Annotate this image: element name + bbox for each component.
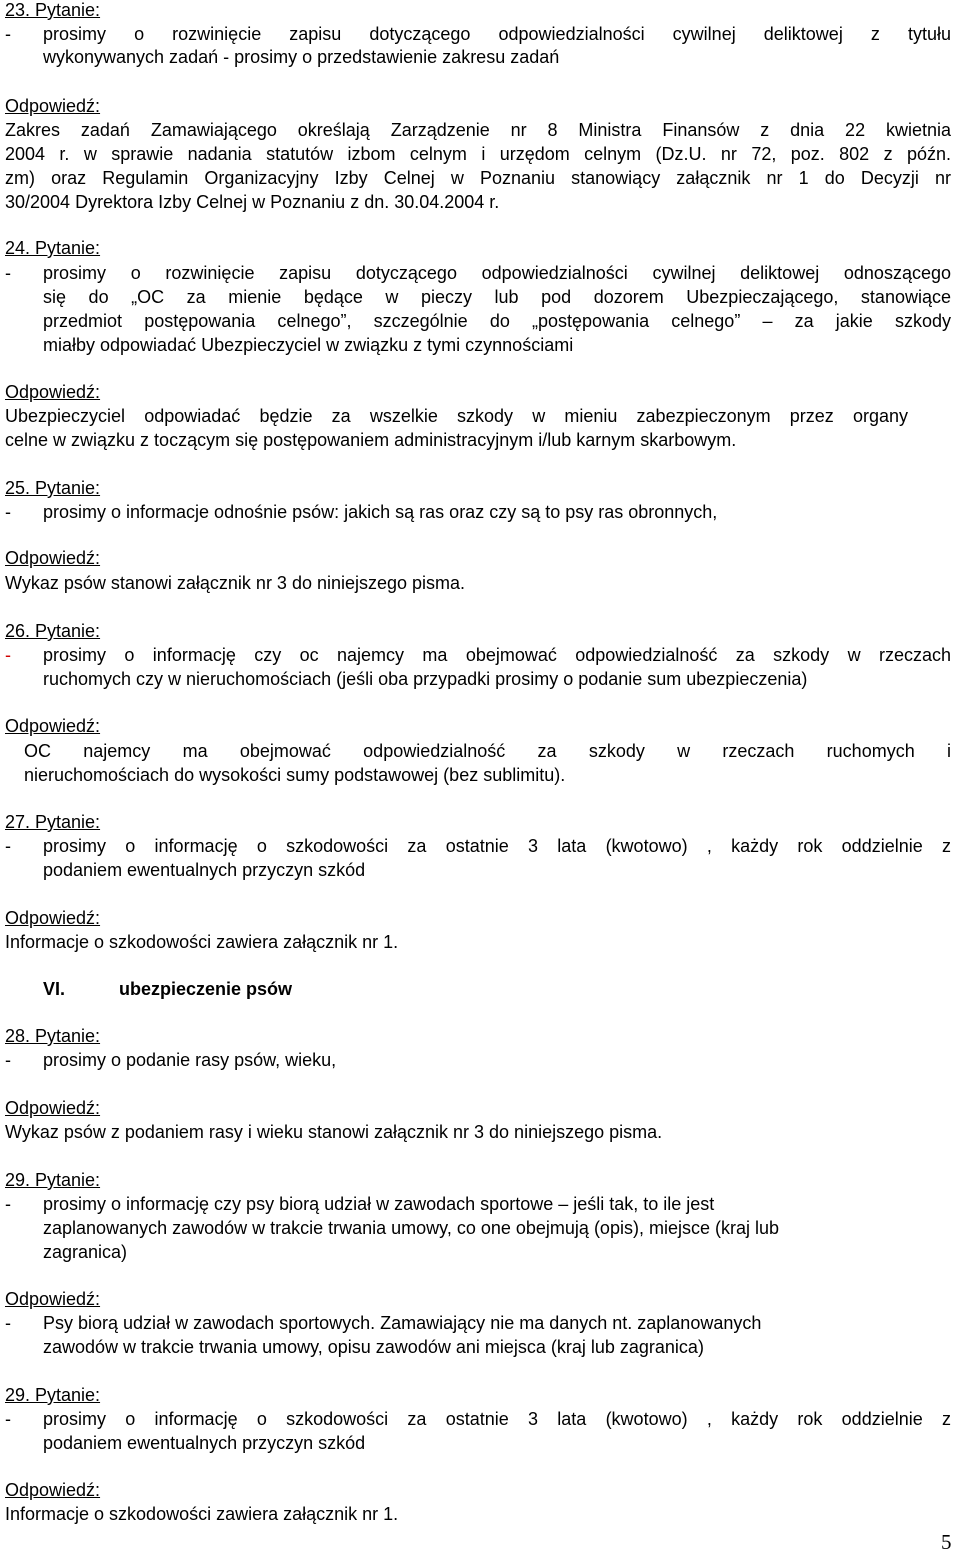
- answer-27-line-1: Informacje o szkodowości zawiera załącznik nr 1.: [5, 932, 399, 952]
- question-25-line-1: prosimy o informacje odnośnie psów: jakich są ras oraz czy są to psy ras obronnych,: [43, 502, 718, 522]
- answer-26-line-2: nieruchomościach do wysokości sumy podstawowej (bez sublimitu).: [24, 765, 566, 785]
- bullet-dash: -: [5, 645, 11, 665]
- bullet-dash: -: [5, 263, 11, 283]
- question-25-heading: 25. Pytanie:: [5, 478, 101, 498]
- answer-29b-label: Odpowiedź:: [5, 1480, 101, 1500]
- answer-26-label: Odpowiedź:: [5, 716, 101, 736]
- answer-29a-line-2: zawodów w trakcie trwania umowy, opisu zawodów ani miejsca (kraj lub zagranica): [43, 1337, 704, 1357]
- question-24-line-2: się do „OC za mienie będące w pieczy lub pod dozorem Ubezpieczającego, stanowiące: [43, 287, 951, 307]
- answer-24-label: Odpowiedź:: [5, 382, 101, 402]
- question-24-line-3: przedmiot postępowania celnego”, szczególnie do „postępowania celnego” – za jakie szkody: [43, 311, 951, 331]
- answer-25-label: Odpowiedź:: [5, 548, 101, 568]
- answer-24-line-1: Ubezpieczyciel odpowiadać będzie za wszelkie szkody w mieniu zabezpieczonym przez organy: [5, 406, 908, 426]
- bullet-dash: -: [5, 1050, 11, 1070]
- answer-25-line-1: Wykaz psów stanowi załącznik nr 3 do niniejszego pisma.: [5, 573, 466, 593]
- bullet-dash: -: [5, 502, 11, 522]
- question-24-heading: 24. Pytanie:: [5, 238, 101, 258]
- answer-26-line-1: OC najemcy ma obejmować odpowiedzialność za szkody w rzeczach ruchomych i: [24, 741, 951, 761]
- question-29b-heading: 29. Pytanie:: [5, 1385, 101, 1405]
- bullet-dash: -: [5, 1313, 11, 1333]
- question-27-line-1: prosimy o informację o szkodowości za ostatnie 3 lata (kwotowo) , każdy rok oddzielnie z: [43, 836, 951, 856]
- question-23-heading: 23. Pytanie:: [5, 0, 101, 20]
- question-27-line-2: podaniem ewentualnych przyczyn szkód: [43, 860, 366, 880]
- answer-28-line-1: Wykaz psów z podaniem rasy i wieku stanowi załącznik nr 3 do niniejszego pisma.: [5, 1122, 663, 1142]
- question-26-heading: 26. Pytanie:: [5, 621, 101, 641]
- question-29a-line-2: zaplanowanych zawodów w trakcie trwania umowy, co one obejmują (opis), miejsce (kraj lub: [43, 1218, 779, 1238]
- question-29a-line-1: prosimy o informację czy psy biorą udział w zawodach sportowe – jeśli tak, to ile jest: [43, 1194, 715, 1214]
- question-29b-line-2: podaniem ewentualnych przyczyn szkód: [43, 1433, 366, 1453]
- answer-27-label: Odpowiedź:: [5, 908, 101, 928]
- answer-29a-label: Odpowiedź:: [5, 1289, 101, 1309]
- question-23-line-1: prosimy o rozwinięcie zapisu dotyczącego odpowiedzialności cywilnej deliktowej z tytułu: [43, 24, 951, 44]
- section-number: VI.: [43, 979, 66, 999]
- answer-29b-line-1: Informacje o szkodowości zawiera załącznik nr 1.: [5, 1504, 399, 1524]
- answer-24-line-2: celne w związku z toczącym się postępowaniem administracyjnym i/lub karnym skarbowym.: [5, 430, 737, 450]
- bullet-dash: -: [5, 1409, 11, 1429]
- question-28-heading: 28. Pytanie:: [5, 1026, 101, 1046]
- question-23-line-2: wykonywanych zadań - prosimy o przedstawienie zakresu zadań: [43, 47, 560, 67]
- question-29a-line-3: zagranica): [43, 1242, 128, 1262]
- page-number: 5: [941, 1530, 952, 1554]
- answer-23-line-4: 30/2004 Dyrektora Izby Celnej w Poznaniu z dn. 30.04.2004 r.: [5, 192, 500, 212]
- question-26-line-1: prosimy o informację czy oc najemcy ma obejmować odpowiedzialność za szkody w rzeczach: [43, 645, 951, 665]
- question-28-line-1: prosimy o podanie rasy psów, wieku,: [43, 1050, 337, 1070]
- bullet-dash: -: [5, 24, 11, 44]
- question-24-line-1: prosimy o rozwinięcie zapisu dotyczącego odpowiedzialności cywilnej deliktowej odnoszącego: [43, 263, 951, 283]
- answer-29a-line-1: Psy biorą udział w zawodach sportowych. Zamawiający nie ma danych nt. zaplanowanych: [43, 1313, 762, 1333]
- answer-23-line-1: Zakres zadań Zamawiającego określają Zarządzenie nr 8 Ministra Finansów z dnia 22 kwietnia: [5, 120, 951, 140]
- section-title: ubezpieczenie psów: [119, 979, 293, 999]
- question-29a-heading: 29. Pytanie:: [5, 1170, 101, 1190]
- question-24-line-4: miałby odpowiadać Ubezpieczyciel w związku z tymi czynnościami: [43, 335, 574, 355]
- question-26-line-2: ruchomych czy w nieruchomościach (jeśli oba przypadki prosimy o podanie sum ubezpieczenia): [43, 669, 808, 689]
- answer-28-label: Odpowiedź:: [5, 1098, 101, 1118]
- answer-23-line-3: zm) oraz Regulamin Organizacyjny Izby Celnej w Poznaniu stanowiący załącznik nr 1 do Decyzji nr: [5, 168, 951, 188]
- question-27-heading: 27. Pytanie:: [5, 812, 101, 832]
- answer-23-label: Odpowiedź:: [5, 96, 101, 116]
- question-29b-line-1: prosimy o informację o szkodowości za ostatnie 3 lata (kwotowo) , każdy rok oddzielnie z: [43, 1409, 951, 1429]
- answer-23-line-2: 2004 r. w sprawie nadania statutów izbom celnym i urzędom celnym (Dz.U. nr 72, poz. 802 z późn.: [5, 144, 951, 164]
- bullet-dash: -: [5, 1194, 11, 1214]
- bullet-dash: -: [5, 836, 11, 856]
